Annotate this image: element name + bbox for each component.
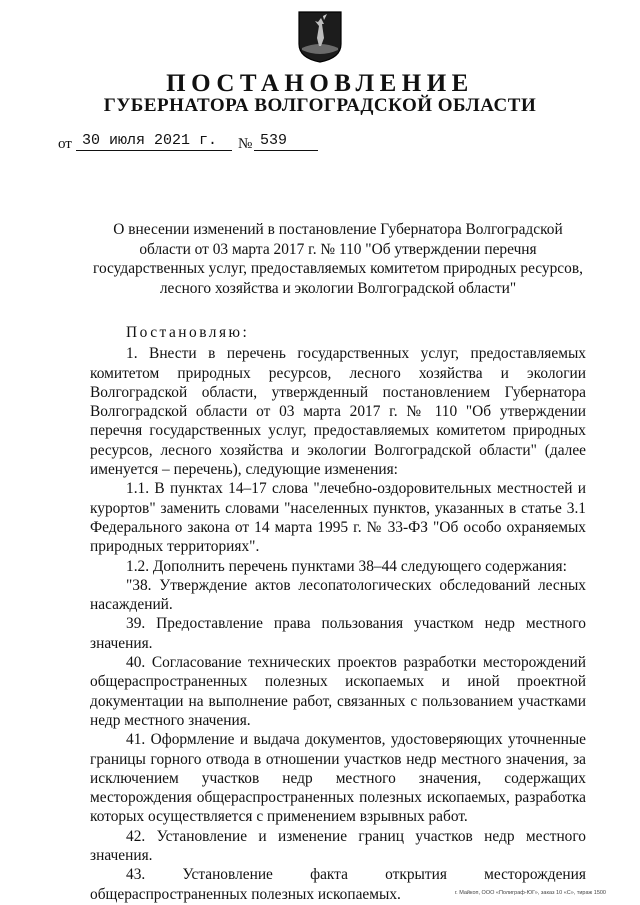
document-issuer: ГУБЕРНАТОРА ВОЛГОГРАДСКОЙ ОБЛАСТИ [103, 95, 537, 116]
paragraph: 1.1. В пунктах 14–17 слова "лечебно-оздоровительных местностей и курортов" заменить словами "населенных пунктов, указанных в статье 3.1 Федерального закона от 14 марта 1995 г. № 33-ФЗ "Об особо охраняемых природных территориях". [90, 480, 586, 556]
paragraph: "38. Утверждение актов лесопатологических обследований лесных насаждений. [90, 576, 586, 614]
number-label: № [238, 136, 253, 152]
document-title: ПОСТАНОВЛЕНИЕ [166, 70, 474, 97]
paragraph: 42. Установление и изменение границ участков недр местного значения. [90, 827, 586, 865]
date-number-line [58, 132, 358, 154]
document-number: 539 [254, 132, 318, 151]
paragraph: 1. Внести в перечень государственных услуг, предоставляемых комитетом природных ресурсов, лесного хозяйства и экологии Волгоградской области, утвержденный постановлением Губернатора Волгоградской области от 03 марта 2017 г. № 110 "Об утверждении перечня государственных услуг, предоставляемых комитетом природных ресурсов, лесного хозяйства и экологии Волгоградской области" (далее именуется – перечень), следующие изменения: [90, 345, 586, 479]
document-subject: О внесении изменений в постановление Губернатора Волгоградской области от 03 марта 2017 г. № 110 "Об утверждении перечня государственных услуг, предоставляемых комитетом природных ресурсов, лесного хозяйства и экологии Волгоградской области" [93, 221, 583, 297]
coat-of-arms-icon [297, 10, 343, 64]
paragraph: 39. Предоставление права пользования участком недр местного значения. [90, 615, 586, 652]
paragraph: 40. Согласование технических проектов разработки месторождений общераспространенных полезных ископаемых и иной проектной документации на выполнение работ, связанных с пользованием участками недр местного значения. [90, 654, 586, 729]
print-imprint: г. Майкоп, ООО «Полиграф-ЮГ», заказ 10 «С», тираж 1500 [454, 890, 606, 896]
paragraph: 41. Оформление и выдача документов, удостоверяющих уточненные границы горного отвода в отношении участков недр местного значения, за исключением участков недр местного значения, содержащих месторождения общераспространенных полезных ископаемых, разработка которых осуществляется с применением взрывных работ. [90, 731, 586, 826]
date-label: от [58, 136, 72, 152]
document-date: 30 июля 2021 г. [76, 132, 232, 151]
decree-intro: Постановляю: [126, 324, 250, 341]
document-body [90, 323, 586, 904]
paragraph: 1.2. Дополнить перечень пунктами 38–44 следующего содержания: [126, 557, 567, 575]
paragraph: 43. Установление факта открытия месторождения общераспространенных полезных ископаемых. [90, 866, 586, 903]
